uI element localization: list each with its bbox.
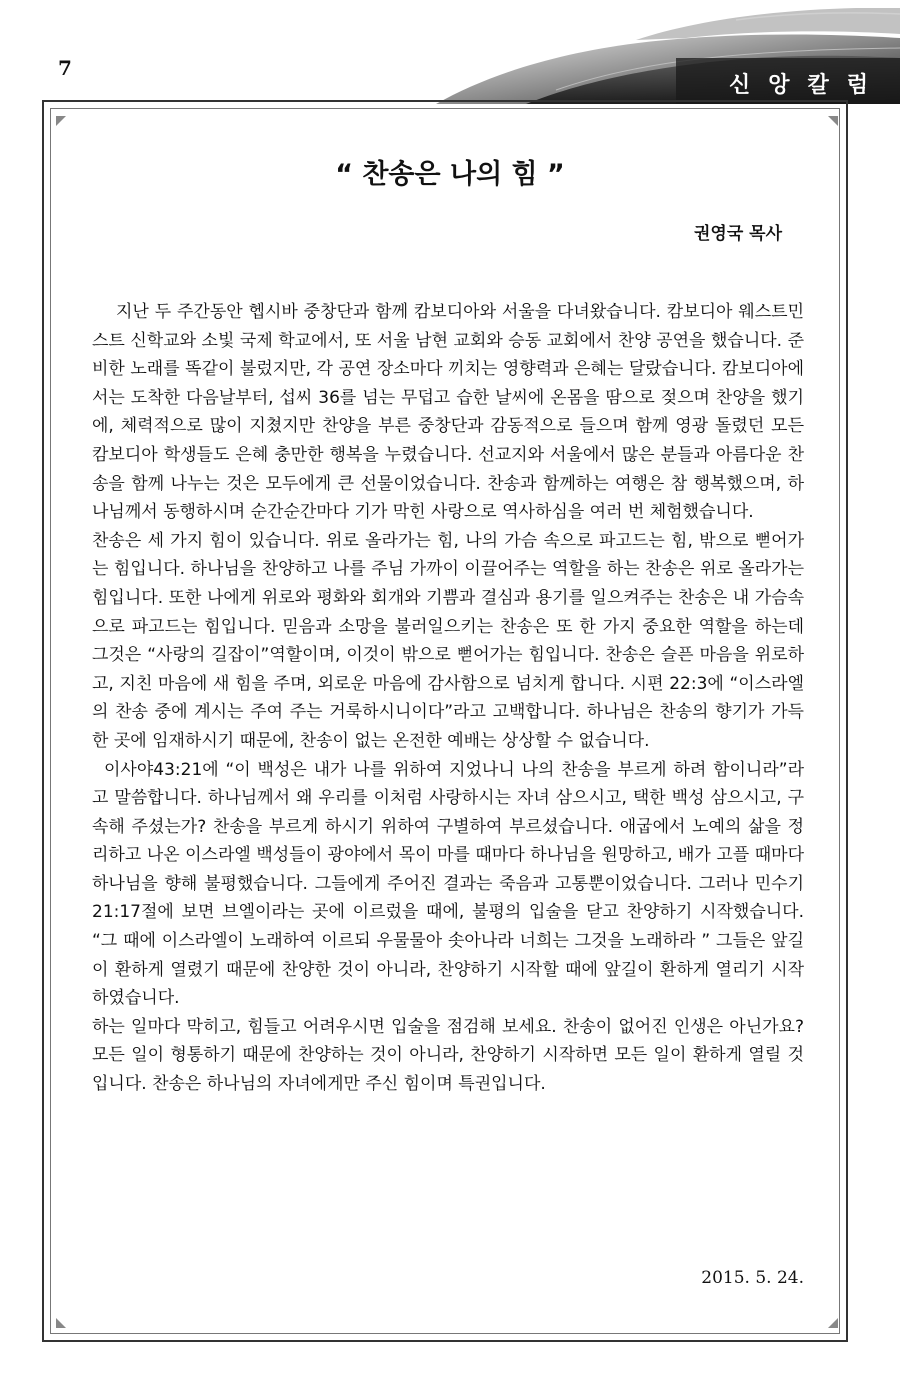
corner-ornament [56,116,66,126]
paragraph: 하는 일마다 막히고, 힘들고 어려우시면 입술을 점검해 보세요. 찬송이 없어진 인생은 아닌가요? 모든 일이 형통하기 때문에 찬양하는 것이 아니라, 찬양하기 시작하면 모든 일이 환하게 열릴 것입니다. 찬송은 하나님의 자녀에게만 주신 힘이며 특권입니다. [92,1016,804,1095]
author-name: 권영국 목사 [693,224,782,244]
corner-ornament [828,116,838,126]
corner-ornament [56,1318,66,1328]
paragraph: 지난 두 주간동안 헵시바 중창단과 함께 캄보디아와 서울을 다녀왔습니다. 캄보디아 웨스트민스트 신학교와 소빛 국제 학교에서, 또 서울 남현 교회와 승동 교회에서 찬양 공연을 했습니다. 준비한 노래를 똑같이 불렀지만, 각 공연 장소마다 끼치는 영향력과 은혜는 달랐습니다. 캄보디아에서는 도착한 다음날부터, 섭씨 36를 넘는 무덥고 습한 날씨에 온몸을 땀으로 젖으며 찬양을 했기에, 체력적으로 많이 지쳤지만 찬양을 부른 중창단과 감동적으로 들으며 함께 영광 돌렸던 모든 캄보디아 학생들도 은혜 충만한 행복을 누렸습니다. 선교지와 서울에서 많은 분들과 아름다운 찬송을 함께 나누는 것은 모두에게 큰 선물이었습니다. 찬송과 함께하는 여행은 참 행복했으며, 하나님께서 동행하시며 순간순간마다 기가 막힌 사랑으로 역사하심을 여러 번 체험했습니다. [92,302,804,523]
page-number: 7 [58,56,72,80]
corner-ornament [828,1318,838,1328]
paragraph: 이사야43:21에 “이 백성은 내가 나를 위하여 지었나니 나의 찬송을 부르게 하려 함이니라”라고 말씀합니다. 하나님께서 왜 우리를 이처럼 사랑하시는 자녀 삼으시고, 택한 백성 삼으시고, 구속해 주셨는가? 찬송을 부르게 하시기 위하여 구별하여 부르셨습니다. 애굽에서 노예의 삶을 정리하고 나온 이스라엘 백성들이 광야에서 목이 마를 때마다 하나님을 원망하고, 배가 고플 때마다 하나님을 향해 불평했습니다. 그들에게 주어진 결과는 죽음과 고통뿐이었습니다. 그러나 민수기 21:17절에 보면 브엘이라는 곳에 이르렀을 때에, 불평의 입술을 닫고 찬양하기 시작했습니다. “그 때에 이스라엘이 노래하여 이르되 우물물아 솟아나라 너희는 그것을 노래하라 ” 그들은 앞길이 환하게 열렸기 때문에 찬양한 것이 아니라, 찬양하기 시작할 때에 앞길이 환하게 열리기 시작하였습니다. [92,759,804,1009]
paragraph: 찬송은 세 가지 힘이 있습니다. 위로 올라가는 힘, 나의 가슴 속으로 파고드는 힘, 밖으로 뻗어가는 힘입니다. 하나님을 찬양하고 나를 주님 가까이 이끌어주는 역할을 하는 찬송은 위로 올라가는 힘입니다. 또한 나에게 위로와 평화와 회개와 기쁨과 결심과 용기를 일으켜주는 찬송은 내 가슴속으로 파고드는 힘입니다. 믿음과 소망을 불러일으키는 찬송은 또 한 가지 중요한 역할을 하는데 그것은 “사랑의 길잡이”역할이며, 이것이 밖으로 뻗어가는 힘입니다. 찬송은 슬픈 마음을 위로하고, 지친 마음에 새 힘을 주며, 외로운 마음에 감사함으로 넘치게 합니다. 시편 22:3에 “이스라엘의 찬송 중에 계시는 주여 주는 거룩하시니이다”라고 고백합니다. 하나님은 찬송의 향기가 가득한 곳에 임재하시기 때문에, 찬송이 없는 온전한 예배는 상상할 수 없습니다. [92,530,804,751]
article-body [92,298,804,1099]
article-title: “ 찬송은 나의 힘 ” [335,159,565,190]
banner-title: 신앙칼럼 [728,73,886,98]
article-date: 2015. 5. 24. [701,1268,804,1288]
section-banner [436,0,900,104]
